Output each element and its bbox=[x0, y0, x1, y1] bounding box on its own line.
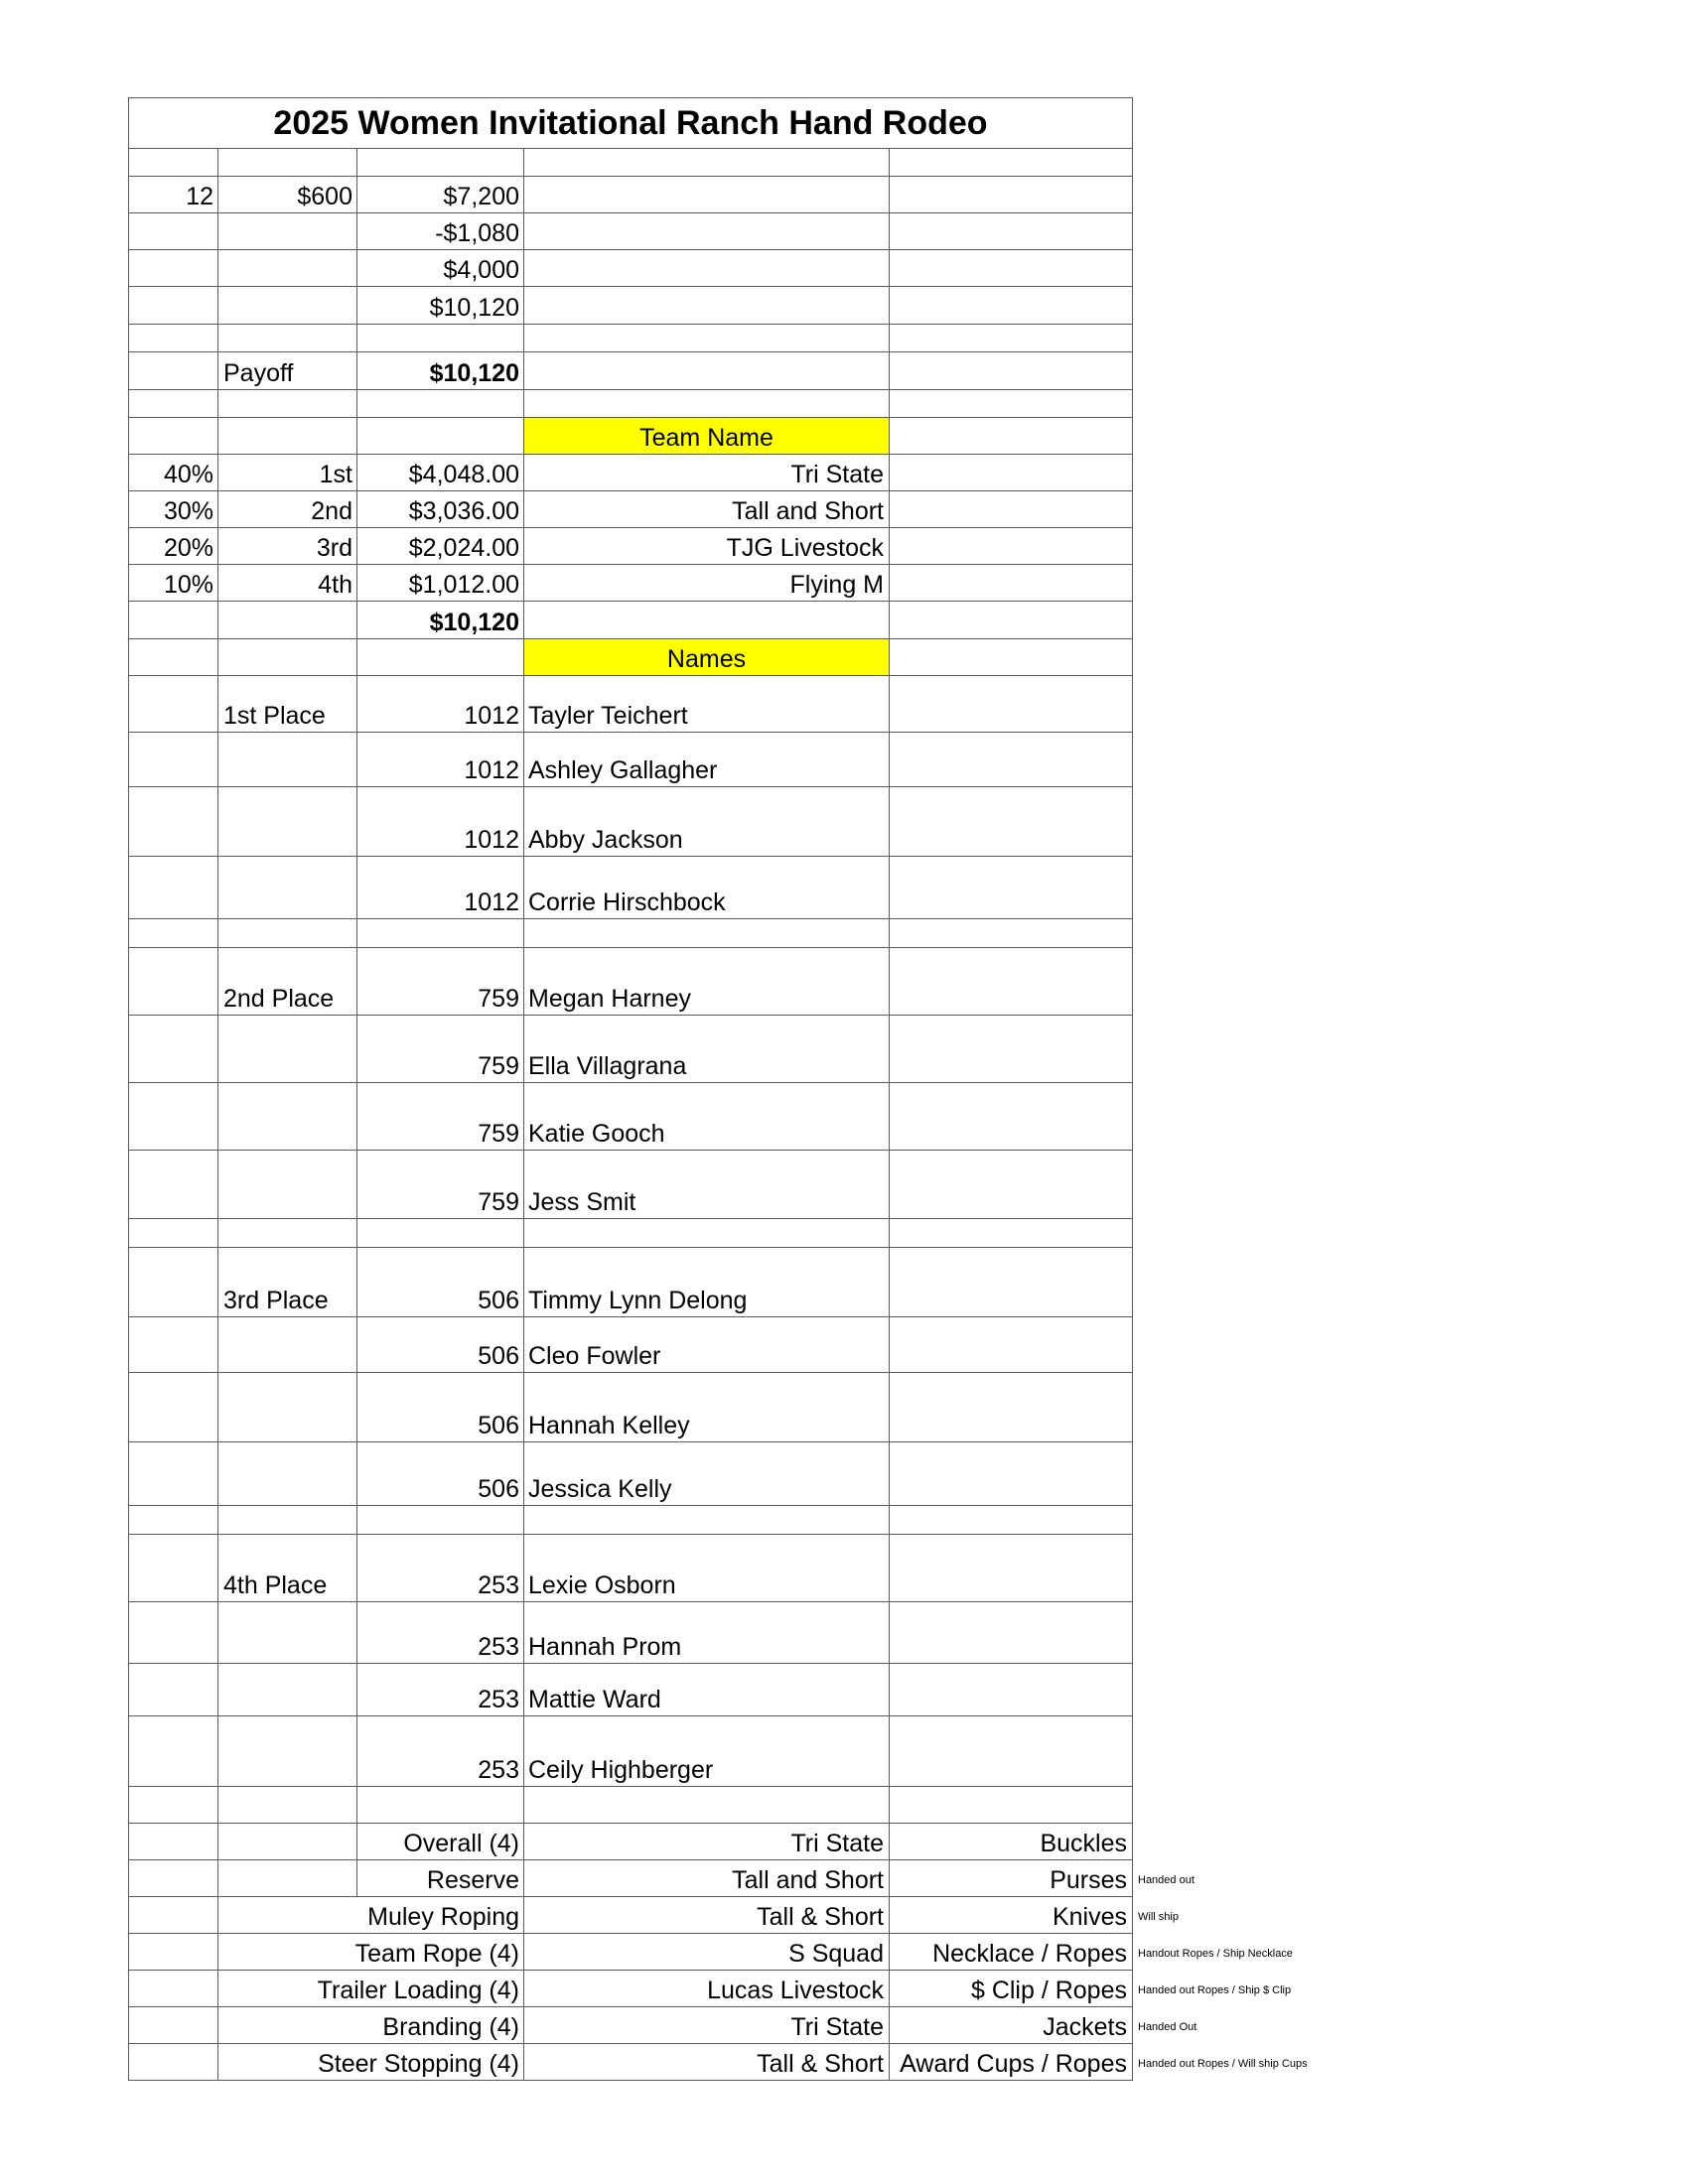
team-count: 12 bbox=[128, 177, 218, 213]
member-name: Mattie Ward bbox=[524, 1664, 890, 1716]
member-amount: 1012 bbox=[357, 733, 524, 787]
summary-row-deduction bbox=[128, 213, 1133, 250]
blank-row bbox=[128, 1506, 1133, 1535]
summary-row-added bbox=[128, 250, 1133, 287]
award-prize: Jackets bbox=[890, 2007, 1133, 2044]
deduction: -$1,080 bbox=[357, 213, 524, 250]
award-winner: Tall & Short bbox=[524, 1897, 890, 1934]
award-event: Steer Stopping (4) bbox=[218, 2044, 524, 2081]
payout-row bbox=[128, 455, 1133, 491]
award-prize: $ Clip / Ropes bbox=[890, 1971, 1133, 2007]
payoff-amount: $10,120 bbox=[357, 352, 524, 390]
award-prize: Knives bbox=[890, 1897, 1133, 1934]
blank-row bbox=[128, 919, 1133, 948]
spreadsheet bbox=[128, 97, 1133, 2080]
team-name-header: Team Name bbox=[524, 418, 890, 455]
member-row bbox=[128, 1442, 1133, 1506]
member-amount: 253 bbox=[357, 1716, 524, 1787]
payout-place: 2nd bbox=[218, 491, 357, 528]
award-note: Handed out bbox=[1138, 1874, 1195, 1886]
member-amount: 759 bbox=[357, 1151, 524, 1219]
member-amount: 253 bbox=[357, 1535, 524, 1602]
payout-percent: 20% bbox=[128, 528, 218, 565]
payout-place: 4th bbox=[218, 565, 357, 602]
member-row bbox=[128, 1602, 1133, 1664]
summary-row-subtotal bbox=[128, 287, 1133, 325]
award-event: Branding (4) bbox=[218, 2007, 524, 2044]
member-amount: 1012 bbox=[357, 857, 524, 919]
payout-percent: 10% bbox=[128, 565, 218, 602]
payout-amount: $1,012.00 bbox=[357, 565, 524, 602]
payout-team: Tall and Short bbox=[524, 491, 890, 528]
member-amount: 1012 bbox=[357, 676, 524, 733]
member-name: Corrie Hirschbock bbox=[524, 857, 890, 919]
payout-team: Flying M bbox=[524, 565, 890, 602]
payout-amount: $4,048.00 bbox=[357, 455, 524, 491]
placing-label: 3rd Place bbox=[218, 1248, 357, 1317]
award-winner: Tall & Short bbox=[524, 2044, 890, 2081]
award-row bbox=[128, 1897, 1133, 1934]
member-amount: 759 bbox=[357, 948, 524, 1016]
blank-row bbox=[128, 1787, 1133, 1824]
member-amount: 253 bbox=[357, 1602, 524, 1664]
payout-team: Tri State bbox=[524, 455, 890, 491]
member-amount: 506 bbox=[357, 1317, 524, 1373]
award-row bbox=[128, 2007, 1133, 2044]
blank-row bbox=[128, 149, 1133, 177]
names-header: Names bbox=[524, 639, 890, 676]
member-name: Ashley Gallagher bbox=[524, 733, 890, 787]
payoff-row bbox=[128, 352, 1133, 390]
blank-row bbox=[128, 325, 1133, 352]
member-name: Jess Smit bbox=[524, 1151, 890, 1219]
award-prize: Buckles bbox=[890, 1824, 1133, 1860]
member-row bbox=[128, 1373, 1133, 1442]
payout-team: TJG Livestock bbox=[524, 528, 890, 565]
payout-percent: 30% bbox=[128, 491, 218, 528]
member-name: Ella Villagrana bbox=[524, 1016, 890, 1083]
member-row bbox=[128, 1716, 1133, 1787]
member-name: Cleo Fowler bbox=[524, 1317, 890, 1373]
payout-amount: $3,036.00 bbox=[357, 491, 524, 528]
member-row bbox=[128, 1016, 1133, 1083]
names-header-row bbox=[128, 639, 1133, 676]
award-note: Will ship bbox=[1138, 1911, 1179, 1923]
placing-label: 2nd Place bbox=[218, 948, 357, 1016]
entries-total: $7,200 bbox=[357, 177, 524, 213]
sheet-title: 2025 Women Invitational Ranch Hand Rodeo bbox=[128, 97, 1133, 149]
member-row bbox=[128, 676, 1133, 733]
member-row bbox=[128, 1248, 1133, 1317]
member-amount: 506 bbox=[357, 1373, 524, 1442]
award-prize: Necklace / Ropes bbox=[890, 1934, 1133, 1971]
payout-place: 3rd bbox=[218, 528, 357, 565]
payout-total-row bbox=[128, 602, 1133, 639]
placing-label: 4th Place bbox=[218, 1535, 357, 1602]
payout-amount: $2,024.00 bbox=[357, 528, 524, 565]
award-row bbox=[128, 1860, 1133, 1897]
summary-row-entries bbox=[128, 177, 1133, 213]
member-name: Katie Gooch bbox=[524, 1083, 890, 1151]
award-row bbox=[128, 1971, 1133, 2007]
award-winner: Tri State bbox=[524, 1824, 890, 1860]
member-row bbox=[128, 948, 1133, 1016]
member-name: Abby Jackson bbox=[524, 787, 890, 857]
member-name: Lexie Osborn bbox=[524, 1535, 890, 1602]
team-name-header-row bbox=[128, 418, 1133, 455]
member-amount: 1012 bbox=[357, 787, 524, 857]
award-event: Reserve bbox=[357, 1860, 524, 1897]
placing-label: 1st Place bbox=[218, 676, 357, 733]
entry-fee: $600 bbox=[218, 177, 357, 213]
member-name: Tayler Teichert bbox=[524, 676, 890, 733]
member-row bbox=[128, 1535, 1133, 1602]
award-prize: Purses bbox=[890, 1860, 1133, 1897]
payout-row bbox=[128, 491, 1133, 528]
member-amount: 253 bbox=[357, 1664, 524, 1716]
award-winner: Lucas Livestock bbox=[524, 1971, 890, 2007]
award-winner: Tall and Short bbox=[524, 1860, 890, 1897]
member-name: Megan Harney bbox=[524, 948, 890, 1016]
member-amount: 759 bbox=[357, 1083, 524, 1151]
award-row bbox=[128, 1934, 1133, 1971]
award-note: Handed Out bbox=[1138, 2021, 1197, 2033]
member-row bbox=[128, 787, 1133, 857]
blank-row bbox=[128, 1219, 1133, 1248]
payout-row bbox=[128, 528, 1133, 565]
member-row bbox=[128, 1083, 1133, 1151]
member-row bbox=[128, 1151, 1133, 1219]
payout-row bbox=[128, 565, 1133, 602]
award-row bbox=[128, 1824, 1133, 1860]
payoff-label: Payoff bbox=[218, 352, 357, 390]
subtotal: $10,120 bbox=[357, 287, 524, 325]
payout-total: $10,120 bbox=[357, 602, 524, 639]
award-row bbox=[128, 2044, 1133, 2081]
award-event: Overall (4) bbox=[357, 1824, 524, 1860]
award-note: Handout Ropes / Ship Necklace bbox=[1138, 1948, 1293, 1960]
member-row bbox=[128, 857, 1133, 919]
member-name: Jessica Kelly bbox=[524, 1442, 890, 1506]
payout-place: 1st bbox=[218, 455, 357, 491]
member-name: Timmy Lynn Delong bbox=[524, 1248, 890, 1317]
member-name: Hannah Prom bbox=[524, 1602, 890, 1664]
award-event: Team Rope (4) bbox=[218, 1934, 524, 1971]
award-event: Muley Roping bbox=[218, 1897, 524, 1934]
member-name: Ceily Highberger bbox=[524, 1716, 890, 1787]
member-amount: 506 bbox=[357, 1442, 524, 1506]
award-prize: Award Cups / Ropes bbox=[890, 2044, 1133, 2081]
member-row bbox=[128, 733, 1133, 787]
added-money: $4,000 bbox=[357, 250, 524, 287]
member-row bbox=[128, 1664, 1133, 1716]
award-note: Handed out Ropes / Ship $ Clip bbox=[1138, 1984, 1292, 1996]
award-event: Trailer Loading (4) bbox=[218, 1971, 524, 2007]
member-amount: 759 bbox=[357, 1016, 524, 1083]
payout-percent: 40% bbox=[128, 455, 218, 491]
member-amount: 506 bbox=[357, 1248, 524, 1317]
blank-row bbox=[128, 390, 1133, 418]
award-winner: Tri State bbox=[524, 2007, 890, 2044]
member-row bbox=[128, 1317, 1133, 1373]
award-winner: S Squad bbox=[524, 1934, 890, 1971]
member-name: Hannah Kelley bbox=[524, 1373, 890, 1442]
award-note: Handed out Ropes / Will ship Cups bbox=[1138, 2058, 1308, 2070]
